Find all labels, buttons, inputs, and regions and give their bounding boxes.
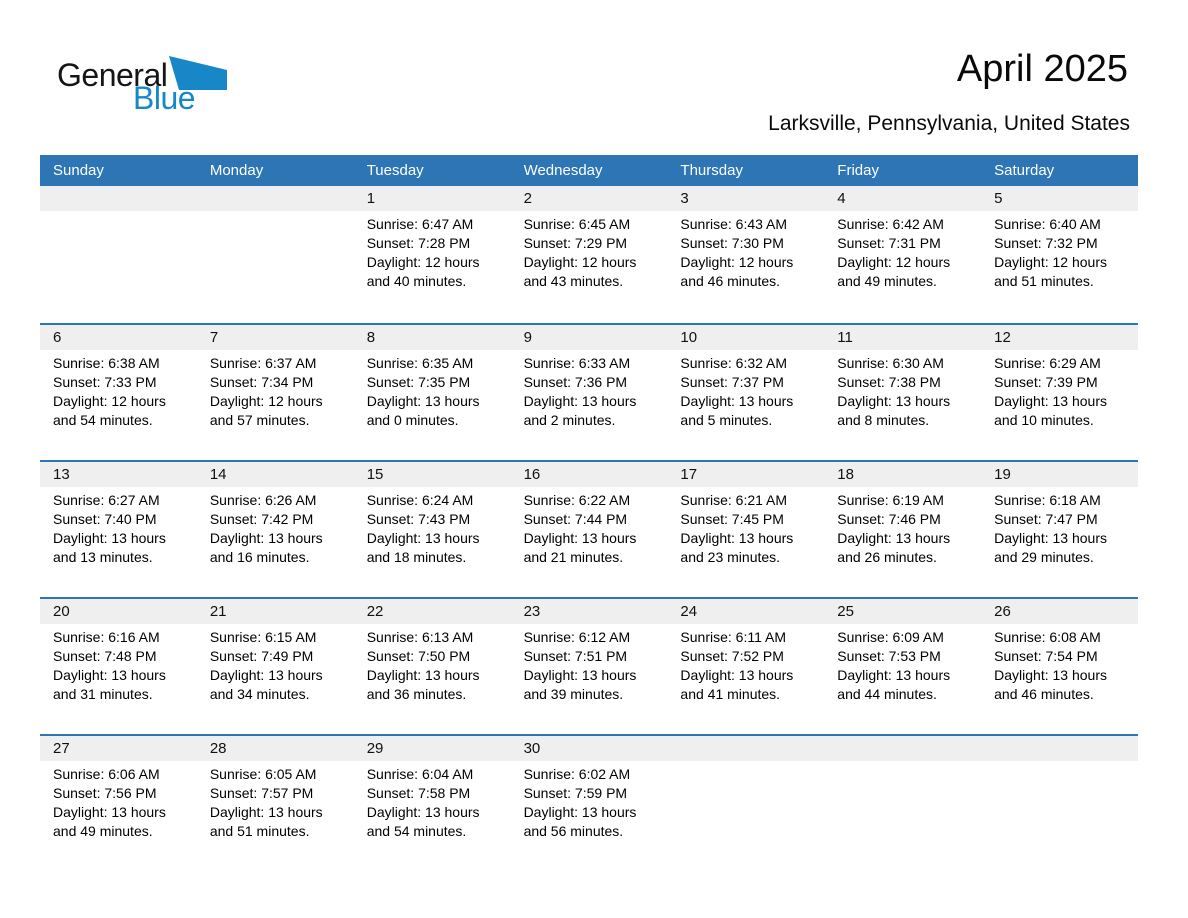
- day-detail-line: Daylight: 13 hours: [523, 804, 637, 820]
- day-details: [354, 211, 511, 291]
- day-details: [197, 487, 354, 567]
- day-cell: [824, 186, 981, 323]
- day-detail-line: and 51 minutes.: [994, 273, 1094, 289]
- day-number: 15: [354, 462, 511, 487]
- day-cell: [197, 325, 354, 460]
- day-detail-line: Daylight: 12 hours: [994, 254, 1107, 270]
- day-number: 4: [824, 186, 981, 211]
- day-detail-line: Daylight: 13 hours: [680, 667, 794, 683]
- day-detail-line: Daylight: 13 hours: [366, 393, 480, 409]
- day-number: 8: [354, 325, 511, 350]
- day-detail-line: Daylight: 13 hours: [53, 804, 166, 820]
- day-detail-line: Sunset: 7:58 PM: [366, 785, 471, 801]
- day-detail-line: and 54 minutes.: [53, 412, 153, 428]
- day-detail-line: Sunset: 7:31 PM: [837, 235, 941, 251]
- weekday-header-cell: Wednesday: [523, 162, 603, 179]
- week-row: [40, 323, 1138, 460]
- day-details: [197, 350, 354, 430]
- day-detail-line: Sunrise: 6:47 AM: [366, 216, 474, 232]
- day-cell: [667, 462, 824, 597]
- day-number: 29: [354, 736, 511, 761]
- day-detail-line: Sunrise: 6:29 AM: [994, 355, 1101, 371]
- day-detail-line: Daylight: 13 hours: [209, 804, 323, 820]
- day-detail-line: and 26 minutes.: [837, 549, 937, 565]
- day-cell: [511, 736, 668, 871]
- day-detail-line: Sunrise: 6:45 AM: [523, 216, 631, 232]
- day-detail-line: Sunset: 7:49 PM: [209, 648, 314, 664]
- day-cell: [667, 599, 824, 734]
- day-detail-line: and 5 minutes.: [680, 412, 773, 428]
- day-detail-line: Sunset: 7:57 PM: [209, 785, 314, 801]
- day-details: [824, 761, 981, 765]
- weekday-header-row: [40, 155, 1138, 186]
- day-detail-line: Daylight: 13 hours: [680, 393, 794, 409]
- day-detail-line: Sunrise: 6:33 AM: [523, 355, 631, 371]
- day-detail-line: Sunrise: 6:32 AM: [680, 355, 788, 371]
- day-detail-line: Sunrise: 6:30 AM: [837, 355, 944, 371]
- calendar-weeks: [40, 186, 1138, 871]
- month-title: April 2025: [956, 48, 1128, 90]
- day-detail-line: Sunset: 7:56 PM: [53, 785, 157, 801]
- day-cell: [197, 462, 354, 597]
- day-number: [667, 736, 824, 761]
- day-detail-line: Daylight: 13 hours: [366, 530, 480, 546]
- day-detail-line: Sunset: 7:37 PM: [680, 374, 784, 390]
- day-detail-line: and 41 minutes.: [680, 686, 781, 702]
- day-number: [197, 186, 354, 211]
- day-cell: [981, 186, 1138, 323]
- day-detail-line: Sunset: 7:28 PM: [366, 235, 471, 251]
- day-detail-line: and 46 minutes.: [994, 686, 1094, 702]
- day-detail-line: Sunset: 7:45 PM: [680, 511, 784, 527]
- day-details: [40, 624, 197, 704]
- day-detail-line: Sunset: 7:35 PM: [366, 374, 471, 390]
- day-detail-line: and 46 minutes.: [680, 273, 781, 289]
- day-cell: [354, 462, 511, 597]
- day-detail-line: Daylight: 13 hours: [53, 667, 166, 683]
- day-detail-line: Daylight: 13 hours: [523, 667, 637, 683]
- day-detail-line: Sunrise: 6:13 AM: [366, 629, 474, 645]
- day-detail-line: Sunset: 7:48 PM: [53, 648, 157, 664]
- day-detail-line: Sunset: 7:34 PM: [209, 374, 314, 390]
- day-details: [667, 211, 824, 291]
- day-details: [197, 761, 354, 841]
- empty-day-cell: [197, 186, 354, 323]
- day-details: [197, 624, 354, 704]
- day-detail-line: Daylight: 12 hours: [523, 254, 637, 270]
- day-detail-line: Sunrise: 6:16 AM: [53, 629, 160, 645]
- day-detail-line: Daylight: 13 hours: [994, 667, 1107, 683]
- day-detail-line: Sunset: 7:30 PM: [680, 235, 784, 251]
- day-cell: [40, 462, 197, 597]
- day-cell: [667, 325, 824, 460]
- day-detail-line: Sunrise: 6:37 AM: [209, 355, 317, 371]
- day-detail-line: Daylight: 13 hours: [837, 393, 951, 409]
- day-number: [824, 736, 981, 761]
- day-details: [824, 624, 981, 704]
- day-number: 21: [197, 599, 354, 624]
- weekday-header-cell: Friday: [837, 162, 879, 179]
- day-detail-line: and 8 minutes.: [837, 412, 930, 428]
- day-detail-line: Sunrise: 6:24 AM: [366, 492, 474, 508]
- day-details: [824, 487, 981, 567]
- day-cell: [354, 186, 511, 323]
- calendar-grid: [40, 155, 1138, 871]
- day-detail-line: and 2 minutes.: [523, 412, 616, 428]
- day-details: [981, 350, 1138, 430]
- day-details: [511, 211, 668, 291]
- day-number: 28: [197, 736, 354, 761]
- day-detail-line: Sunrise: 6:35 AM: [366, 355, 474, 371]
- day-detail-line: Daylight: 13 hours: [366, 667, 480, 683]
- day-details: [197, 211, 354, 215]
- week-row: [40, 186, 1138, 323]
- day-detail-line: Sunrise: 6:19 AM: [837, 492, 944, 508]
- day-details: [511, 761, 668, 841]
- day-details: [981, 487, 1138, 567]
- day-details: [667, 761, 824, 765]
- day-detail-line: Sunset: 7:33 PM: [53, 374, 157, 390]
- day-details: [824, 350, 981, 430]
- day-number: 22: [354, 599, 511, 624]
- week-row: [40, 460, 1138, 597]
- day-details: [981, 211, 1138, 291]
- day-number: 26: [981, 599, 1138, 624]
- day-cell: [824, 325, 981, 460]
- day-detail-line: Sunset: 7:52 PM: [680, 648, 784, 664]
- day-details: [354, 761, 511, 841]
- day-detail-line: Sunset: 7:39 PM: [994, 374, 1098, 390]
- day-number: [40, 186, 197, 211]
- day-detail-line: Daylight: 13 hours: [523, 530, 637, 546]
- day-number: 23: [511, 599, 668, 624]
- logo-text-blue: Blue: [133, 80, 196, 116]
- day-detail-line: and 39 minutes.: [523, 686, 624, 702]
- day-number: 6: [40, 325, 197, 350]
- day-cell: [354, 599, 511, 734]
- day-number: 11: [824, 325, 981, 350]
- general-blue-logo: [57, 55, 227, 114]
- day-cell: [981, 325, 1138, 460]
- day-cell: [354, 325, 511, 460]
- day-details: [40, 350, 197, 430]
- day-number: 10: [667, 325, 824, 350]
- weekday-header-cell: Saturday: [994, 162, 1055, 179]
- day-detail-line: Daylight: 12 hours: [209, 393, 323, 409]
- day-details: [981, 624, 1138, 704]
- day-detail-line: Sunrise: 6:22 AM: [523, 492, 631, 508]
- weekday-header-cell: Monday: [209, 162, 264, 179]
- day-detail-line: and 49 minutes.: [837, 273, 937, 289]
- day-detail-line: Sunrise: 6:38 AM: [53, 355, 160, 371]
- day-detail-line: Sunset: 7:53 PM: [837, 648, 941, 664]
- day-number: 5: [981, 186, 1138, 211]
- day-detail-line: and 49 minutes.: [53, 823, 153, 839]
- day-detail-line: Daylight: 13 hours: [994, 530, 1107, 546]
- day-detail-line: Daylight: 13 hours: [523, 393, 637, 409]
- day-detail-line: Sunrise: 6:05 AM: [209, 766, 317, 782]
- day-number: 20: [40, 599, 197, 624]
- day-number: [981, 736, 1138, 761]
- day-number: 2: [511, 186, 668, 211]
- day-detail-line: Daylight: 13 hours: [209, 667, 323, 683]
- empty-day-cell: [981, 736, 1138, 871]
- day-detail-line: Daylight: 13 hours: [837, 667, 951, 683]
- day-cell: [667, 186, 824, 323]
- day-detail-line: Sunset: 7:38 PM: [837, 374, 941, 390]
- page-header: [40, 0, 1138, 155]
- location-subtitle: Larksville, Pennsylvania, United States: [768, 112, 1130, 135]
- day-details: [40, 761, 197, 841]
- day-cell: [511, 186, 668, 323]
- day-detail-line: Sunrise: 6:09 AM: [837, 629, 944, 645]
- day-cell: [981, 599, 1138, 734]
- weekday-header-cell: Tuesday: [366, 162, 424, 179]
- day-details: [981, 761, 1138, 765]
- day-details: [667, 350, 824, 430]
- day-detail-line: and 36 minutes.: [366, 686, 467, 702]
- day-details: [667, 624, 824, 704]
- day-detail-line: Sunset: 7:44 PM: [523, 511, 628, 527]
- day-detail-line: Sunrise: 6:04 AM: [366, 766, 474, 782]
- day-number: 7: [197, 325, 354, 350]
- day-detail-line: Sunset: 7:36 PM: [523, 374, 628, 390]
- day-detail-line: Sunrise: 6:18 AM: [994, 492, 1101, 508]
- day-detail-line: Sunset: 7:40 PM: [53, 511, 157, 527]
- day-number: 16: [511, 462, 668, 487]
- day-detail-line: Sunset: 7:46 PM: [837, 511, 941, 527]
- day-details: [40, 487, 197, 567]
- logo-text-general: General: [57, 57, 168, 93]
- day-number: 17: [667, 462, 824, 487]
- weekday-header-cell: Thursday: [680, 162, 743, 179]
- day-detail-line: Sunrise: 6:21 AM: [680, 492, 788, 508]
- day-detail-line: and 0 minutes.: [366, 412, 459, 428]
- day-cell: [40, 325, 197, 460]
- day-detail-line: and 23 minutes.: [680, 549, 781, 565]
- day-detail-line: and 16 minutes.: [209, 549, 310, 565]
- empty-day-cell: [40, 186, 197, 323]
- day-number: 27: [40, 736, 197, 761]
- day-detail-line: and 31 minutes.: [53, 686, 153, 702]
- day-detail-line: and 18 minutes.: [366, 549, 467, 565]
- day-detail-line: and 29 minutes.: [994, 549, 1094, 565]
- day-cell: [981, 462, 1138, 597]
- day-detail-line: Sunset: 7:32 PM: [994, 235, 1098, 251]
- day-detail-line: Sunset: 7:59 PM: [523, 785, 628, 801]
- day-detail-line: Sunrise: 6:15 AM: [209, 629, 317, 645]
- day-detail-line: Sunrise: 6:43 AM: [680, 216, 788, 232]
- empty-day-cell: [824, 736, 981, 871]
- day-detail-line: Sunrise: 6:27 AM: [53, 492, 160, 508]
- day-detail-line: Sunrise: 6:26 AM: [209, 492, 317, 508]
- day-detail-line: Daylight: 12 hours: [366, 254, 480, 270]
- day-cell: [197, 599, 354, 734]
- day-detail-line: Sunset: 7:42 PM: [209, 511, 314, 527]
- day-detail-line: and 56 minutes.: [523, 823, 624, 839]
- day-detail-line: Sunrise: 6:12 AM: [523, 629, 631, 645]
- day-detail-line: Daylight: 13 hours: [209, 530, 323, 546]
- day-detail-line: Daylight: 13 hours: [837, 530, 951, 546]
- week-row: [40, 597, 1138, 734]
- day-details: [354, 350, 511, 430]
- day-detail-line: Sunrise: 6:42 AM: [837, 216, 944, 232]
- day-detail-line: Sunset: 7:47 PM: [994, 511, 1098, 527]
- day-detail-line: Sunset: 7:50 PM: [366, 648, 471, 664]
- day-detail-line: and 57 minutes.: [209, 412, 310, 428]
- day-detail-line: and 44 minutes.: [837, 686, 937, 702]
- day-detail-line: and 51 minutes.: [209, 823, 310, 839]
- day-number: 30: [511, 736, 668, 761]
- day-detail-line: Sunset: 7:51 PM: [523, 648, 628, 664]
- day-number: 13: [40, 462, 197, 487]
- day-details: [824, 211, 981, 291]
- day-cell: [824, 462, 981, 597]
- day-number: 24: [667, 599, 824, 624]
- day-detail-line: Daylight: 12 hours: [837, 254, 951, 270]
- day-detail-line: and 13 minutes.: [53, 549, 153, 565]
- day-detail-line: and 34 minutes.: [209, 686, 310, 702]
- day-number: 14: [197, 462, 354, 487]
- day-detail-line: Daylight: 13 hours: [53, 530, 166, 546]
- day-number: 18: [824, 462, 981, 487]
- day-detail-line: and 54 minutes.: [366, 823, 467, 839]
- day-detail-line: and 21 minutes.: [523, 549, 624, 565]
- day-details: [511, 487, 668, 567]
- day-cell: [511, 599, 668, 734]
- day-number: 19: [981, 462, 1138, 487]
- day-number: 9: [511, 325, 668, 350]
- day-cell: [511, 325, 668, 460]
- week-row: [40, 734, 1138, 871]
- day-cell: [824, 599, 981, 734]
- day-detail-line: and 10 minutes.: [994, 412, 1094, 428]
- day-detail-line: Daylight: 13 hours: [680, 530, 794, 546]
- weekday-header-cell: Sunday: [53, 162, 104, 179]
- day-detail-line: Daylight: 13 hours: [994, 393, 1107, 409]
- day-detail-line: Sunset: 7:43 PM: [366, 511, 471, 527]
- day-detail-line: Sunrise: 6:08 AM: [994, 629, 1101, 645]
- day-detail-line: Daylight: 12 hours: [53, 393, 166, 409]
- empty-day-cell: [667, 736, 824, 871]
- day-detail-line: Sunset: 7:54 PM: [994, 648, 1098, 664]
- day-details: [511, 350, 668, 430]
- day-detail-line: Sunrise: 6:40 AM: [994, 216, 1101, 232]
- day-detail-line: and 40 minutes.: [366, 273, 467, 289]
- day-number: 25: [824, 599, 981, 624]
- day-details: [354, 487, 511, 567]
- day-number: 1: [354, 186, 511, 211]
- day-cell: [354, 736, 511, 871]
- day-detail-line: Daylight: 13 hours: [366, 804, 480, 820]
- day-details: [511, 624, 668, 704]
- day-cell: [40, 736, 197, 871]
- day-cell: [197, 736, 354, 871]
- day-cell: [40, 599, 197, 734]
- day-detail-line: Sunset: 7:29 PM: [523, 235, 628, 251]
- day-detail-line: Sunrise: 6:11 AM: [680, 629, 786, 645]
- day-detail-line: Sunrise: 6:06 AM: [53, 766, 160, 782]
- day-detail-line: Daylight: 12 hours: [680, 254, 794, 270]
- day-number: 12: [981, 325, 1138, 350]
- day-cell: [511, 462, 668, 597]
- day-detail-line: and 43 minutes.: [523, 273, 624, 289]
- day-detail-line: Sunrise: 6:02 AM: [523, 766, 631, 782]
- day-details: [667, 487, 824, 567]
- day-details: [354, 624, 511, 704]
- day-details: [40, 211, 197, 215]
- day-number: 3: [667, 186, 824, 211]
